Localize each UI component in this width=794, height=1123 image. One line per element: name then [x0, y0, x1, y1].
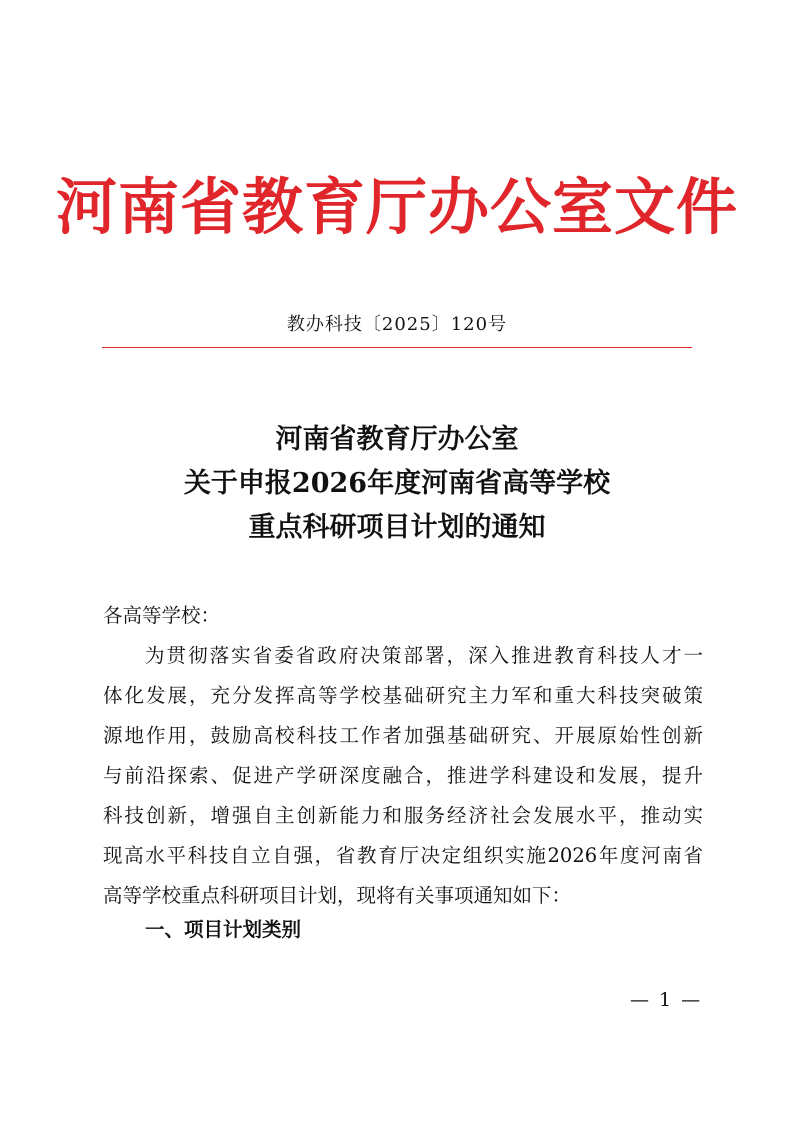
- section-heading: 一、项目计划类别: [145, 918, 302, 941]
- body-paragraph: [103, 636, 703, 916]
- masthead-title: 河南省教育厅办公室文件: [55, 172, 738, 243]
- notice-title-line-3: 重点科研项目计划的通知: [248, 512, 546, 543]
- body-line-4: 与前沿探索、促进产学研深度融合，推进学科建设和发展，提升: [103, 764, 703, 787]
- notice-title-line-1: 河南省教育厅办公室: [275, 424, 519, 455]
- notice-title: [0, 418, 794, 550]
- salutation: 各高等学校：: [103, 604, 221, 627]
- body-line-5: 科技创新，增强自主创新能力和服务经济社会发展水平，推动实: [103, 804, 703, 827]
- body-line-7: 高等学校重点科研项目计划，现将有关事项通知如下：: [103, 884, 572, 907]
- page-number: — 1 —: [630, 989, 703, 1011]
- body-line-1: 为贯彻落实省委省政府决策部署，深入推进教育科技人才一: [145, 644, 703, 667]
- body-line-6: 现高水平科技自立自强，省教育厅决定组织实施2026年度河南省: [103, 844, 703, 867]
- notice-title-line-2: 关于申报2026年度河南省高等学校: [183, 468, 611, 499]
- red-divider-line: [102, 347, 692, 348]
- body-line-2: 体化发展，充分发挥高等学校基础研究主力军和重大科技突破策: [103, 684, 703, 707]
- body-line-3: 源地作用，鼓励高校科技工作者加强基础研究、开展原始性创新: [103, 724, 703, 747]
- document-number: 教办科技〔2025〕120号: [286, 314, 508, 335]
